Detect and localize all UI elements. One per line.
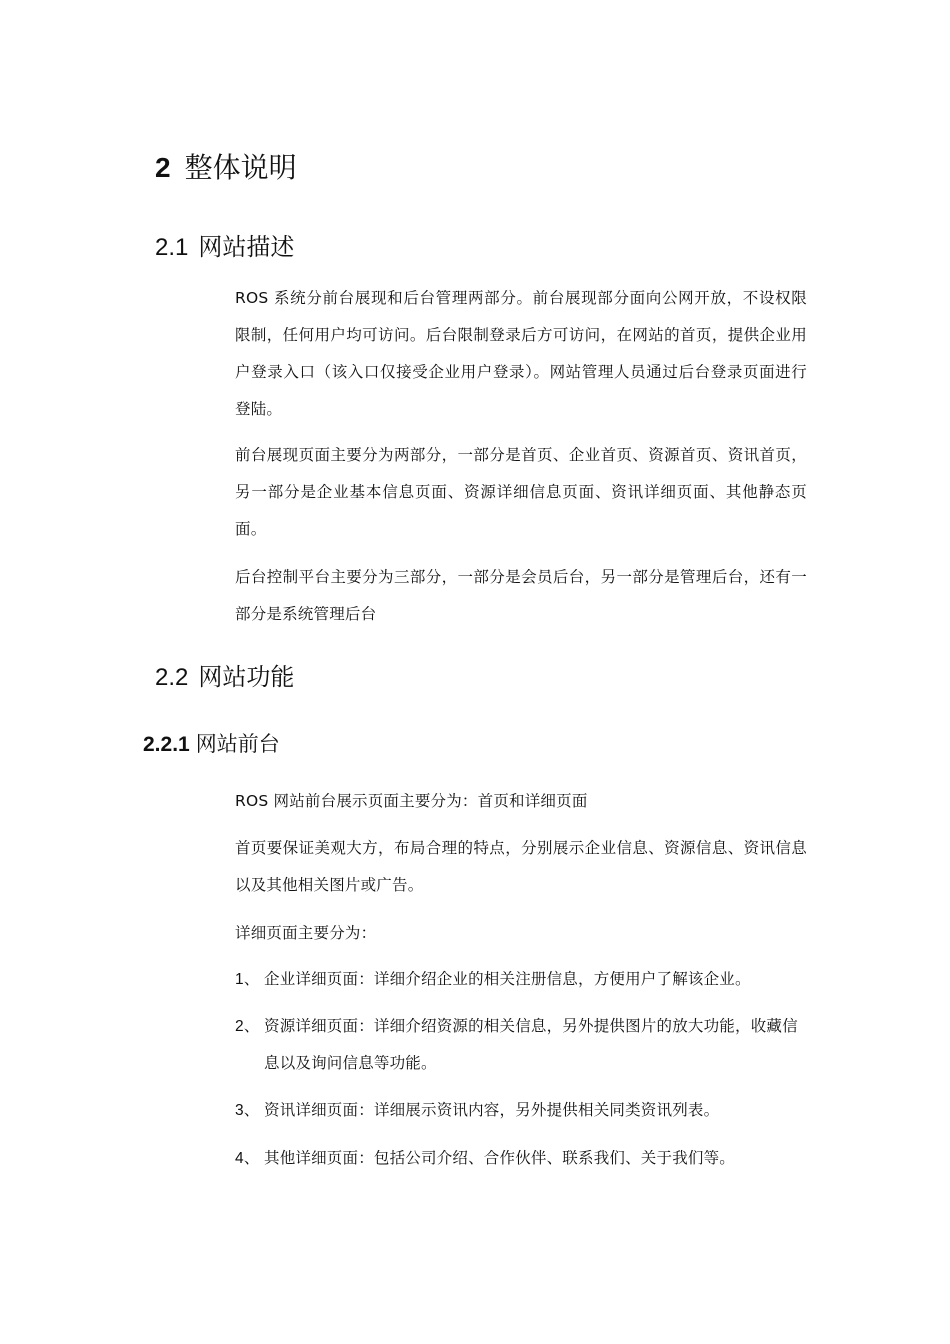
section-title: 网站功能	[198, 663, 295, 691]
paragraph: 前台展现页面主要分为两部分，一部分是首页、企业首页、资源首页、资讯首页，另一部分是企业基本信息页面、资源详细信息页面、资讯详细页面、其他静态页面。	[235, 446, 807, 538]
paragraph: 后台控制平台主要分为三部分，一部分是会员后台，另一部分是管理后台，还有一部分是系统管理后台	[235, 568, 807, 623]
list-item-text: 资讯详细页面：详细展示资讯内容，另外提供相关同类资讯列表。	[264, 1101, 720, 1119]
paragraph: 详细页面主要分为：	[235, 924, 377, 942]
list-marker: 2、	[235, 1018, 260, 1035]
list-item-text: 其他详细页面：包括公司介绍、合作伙伴、联系我们、关于我们等。	[264, 1149, 736, 1167]
section-title: 网站描述	[198, 233, 295, 261]
section-number: 2.2	[155, 664, 189, 691]
list-item	[235, 1140, 807, 1177]
section-number: 2.1	[155, 234, 189, 261]
subsection-number: 2.2.1	[143, 733, 190, 756]
list-item-text: 企业详细页面：详细介绍企业的相关注册信息，方便用户了解该企业。	[264, 970, 751, 988]
chapter-number: 2	[155, 152, 171, 183]
list-item	[235, 961, 807, 998]
subsection-title: 网站前台	[195, 732, 280, 756]
paragraph: ROS 网站前台展示页面主要分为：首页和详细页面	[235, 792, 588, 810]
list-item	[235, 1092, 807, 1129]
section-heading-2-1	[155, 229, 294, 266]
subsection-heading-2-2-1	[143, 728, 280, 761]
paragraph: 首页要保证美观大方，布局合理的特点，分别展示企业信息、资源信息、资讯信息以及其他相关图片或广告。	[235, 839, 807, 894]
list-item-text: 资源详细页面：详细介绍资源的相关信息，另外提供图片的放大功能，收藏信息以及询问信息等功能。	[264, 1017, 798, 1072]
list-marker: 4、	[235, 1150, 260, 1167]
paragraph: ROS 系统分前台展现和后台管理两部分。前台展现部分面向公网开放，不设权限限制，任何用户均可访问。后台限制登录后方可访问，在网站的首页，提供企业用户登录入口（该入口仅接受企业用户登录）。网站管理人员通过后台登录页面进行登陆。	[235, 289, 807, 418]
list-marker: 1、	[235, 971, 260, 988]
chapter-heading	[155, 146, 297, 190]
section-heading-2-2	[155, 659, 294, 696]
list-item	[235, 1008, 807, 1082]
list-marker: 3、	[235, 1102, 260, 1119]
chapter-title: 整体说明	[184, 151, 297, 184]
